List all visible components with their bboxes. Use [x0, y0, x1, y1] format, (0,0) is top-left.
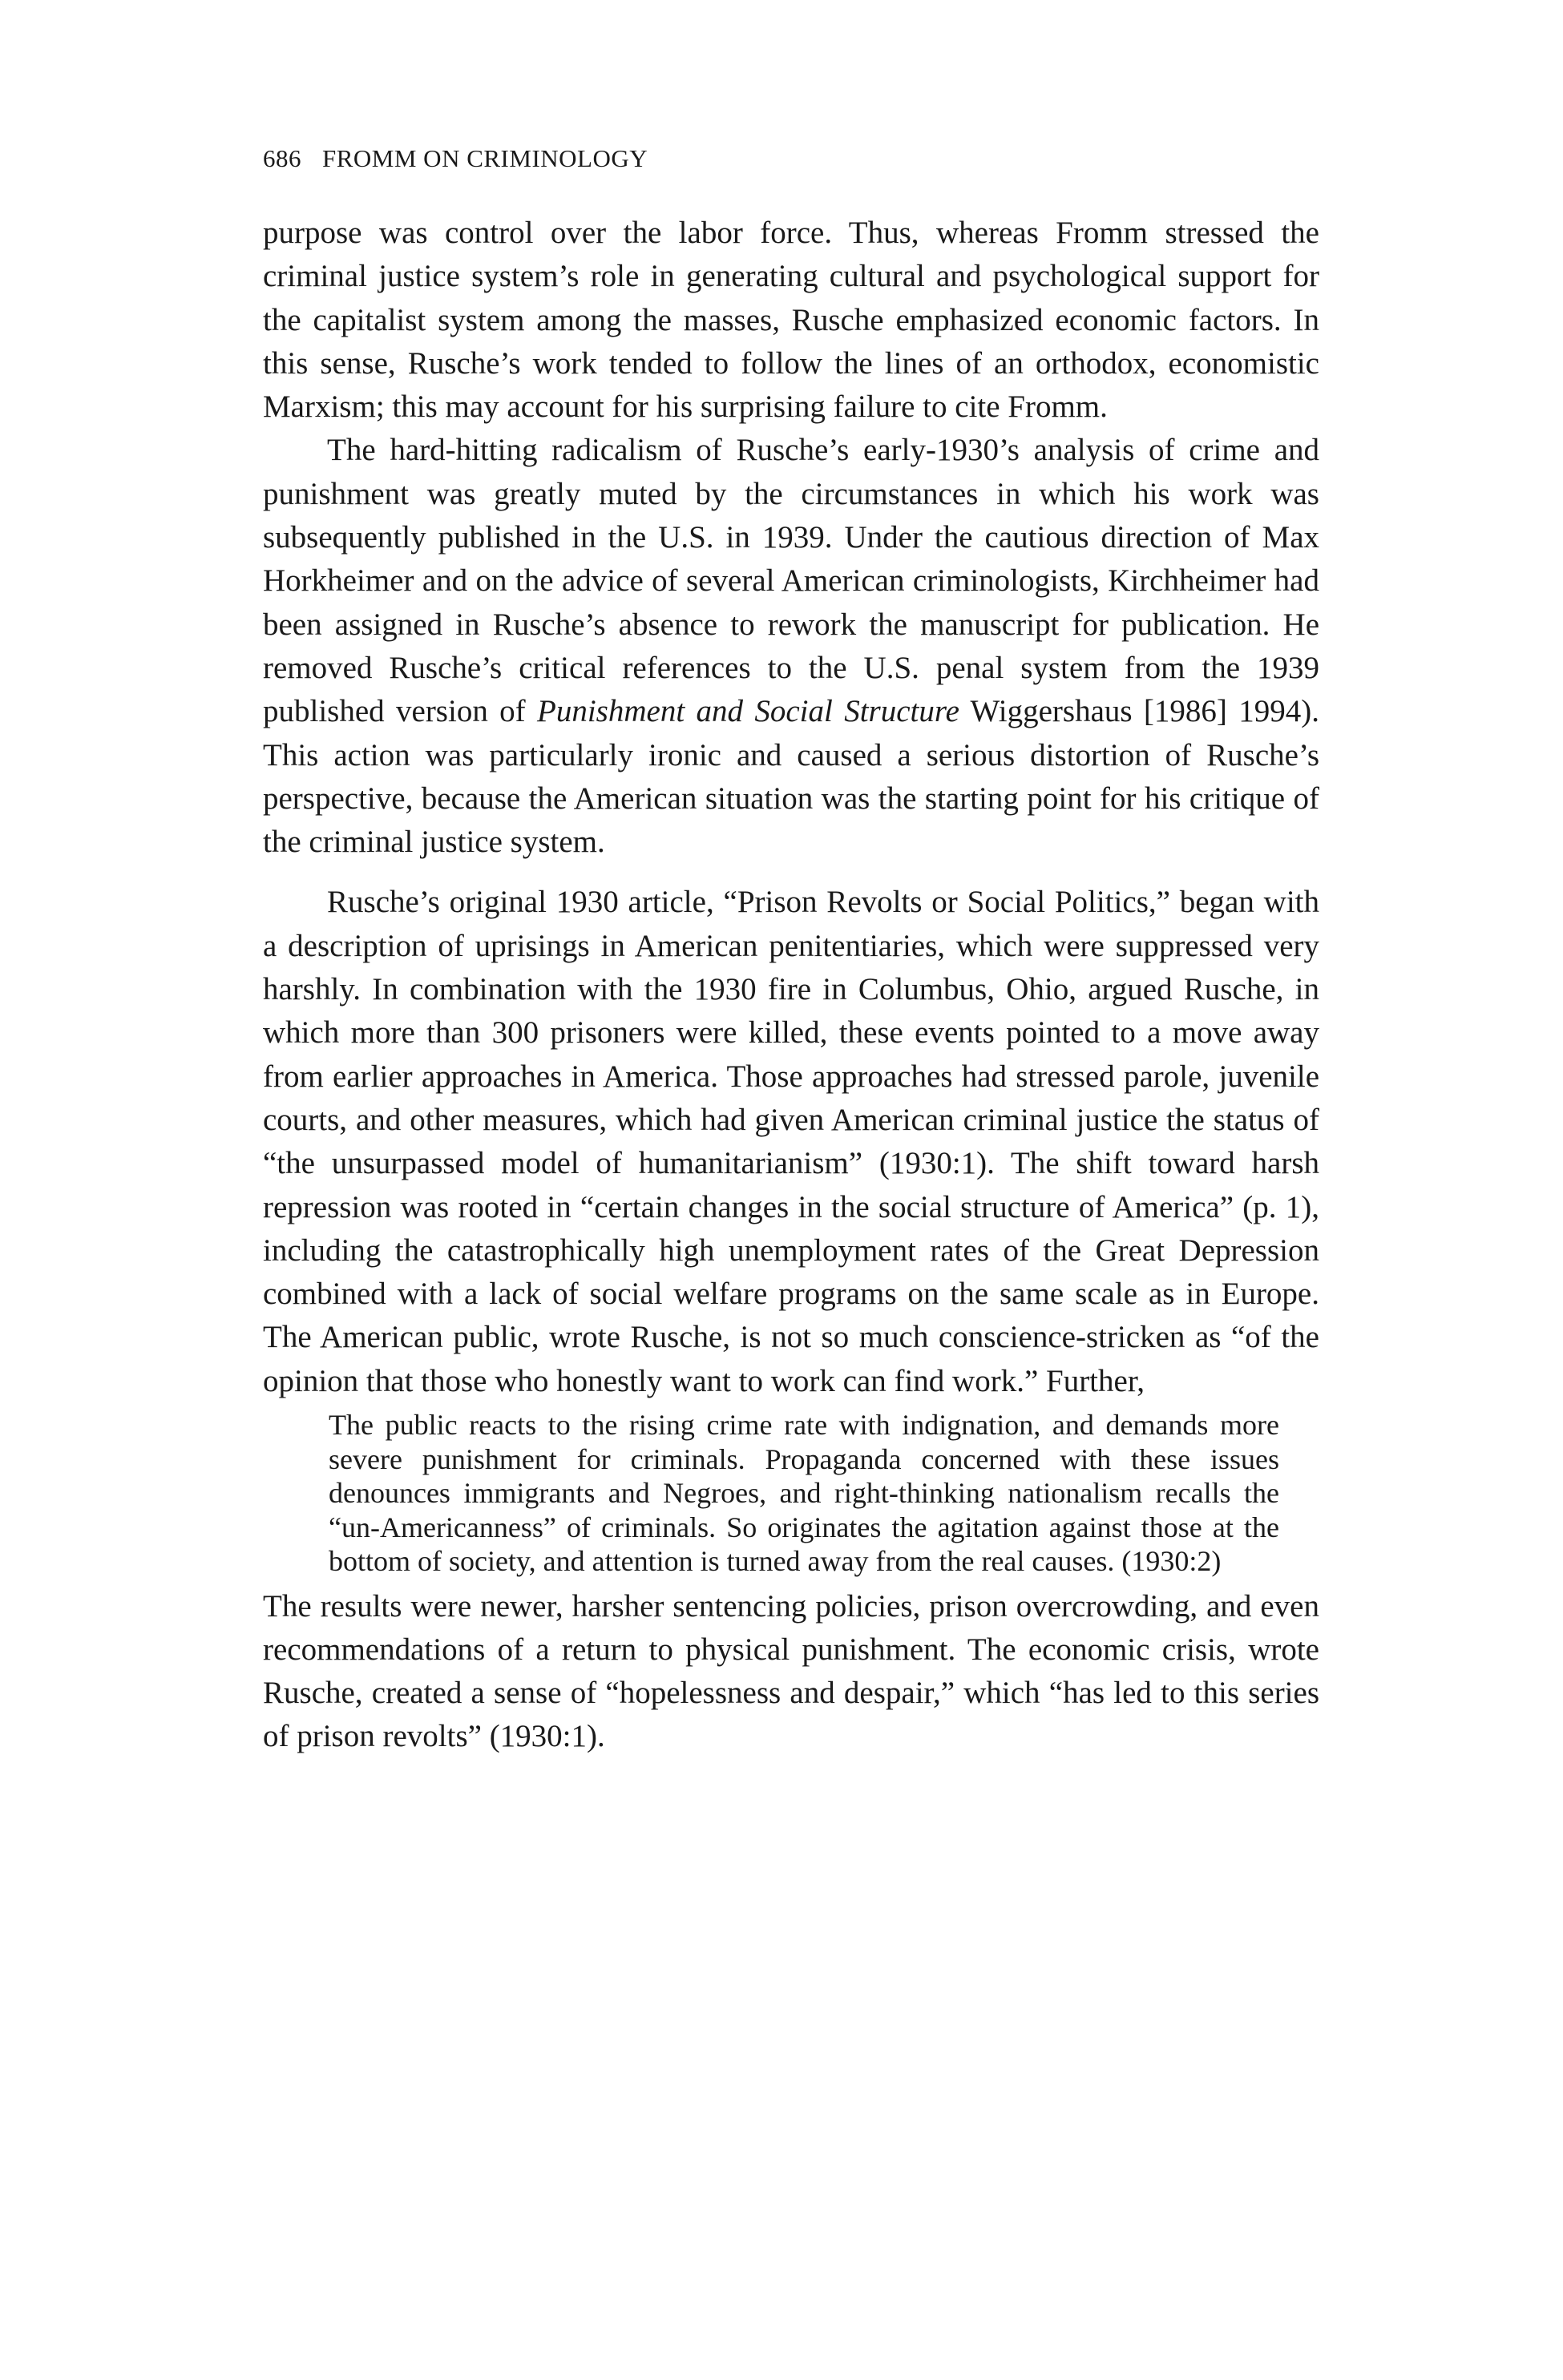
- running-title: FROMM ON CRIMINOLOGY: [322, 144, 648, 172]
- body-text: [263, 212, 1319, 1759]
- paragraph-continuation: purpose was control over the labor force. Thus, whereas Fromm stressed the criminal justice system’s role in generating cultural and psychological support for the capitalist system among the masses, Rusche emphasized economic factors. In this sense, Rusche’s work tended to follow the lines of an orthodox, economistic Marxism; this may account for his surprising failure to cite Fromm.: [263, 216, 1319, 425]
- paragraph-closing: The results were newer, harsher sentencing policies, prison overcrowding, and even recommendations of a return to physical punishment. The economic crisis, wrote Rusche, created a sense of “hopelessness and despair,” which “has led to this series of prison revolts” (1930:1).: [263, 1588, 1319, 1754]
- paragraph-text-after-title: Wiggershaus [1986] 1994). This action was particularly ironic and caused a serious distortion of Rusche’s perspective, because the American situation was the starting point for his critique of the criminal justice system.: [263, 694, 1319, 860]
- paragraph-text-before-title: The hard-hitting radicalism of Rusche’s early-1930’s analysis of crime and punishment was greatly muted by the circumstances in which his work was subsequently published in the U.S. in 1939. Under the cautious direction of Max Horkheimer and on the advice of several American criminologists, Kirchheimer had been assigned in Rusche’s absence to rework the manuscript for publication. He removed Rusche’s critical references to the U.S. penal system from the 1939 published version of: [263, 433, 1319, 729]
- page: [263, 144, 1319, 1759]
- block-quote: The public reacts to the rising crime rate with indignation, and demands more severe punishment for criminals. Propaganda concerned with these issues denounces immigrants and Negroes, and right-thinking nationalism recalls the “un-Americanness” of criminals. So originates the agitation against those at the bottom of society, and attention is turned away from the real causes. (1930:2): [329, 1409, 1279, 1578]
- paragraph-prison-revolts: Rusche’s original 1930 article, “Prison Revolts or Social Politics,” began with a description of uprisings in American penitentiaries, which were suppressed very harshly. In combination with the 1930 fire in Columbus, Ohio, argued Rusche, in which more than 300 prisoners were killed, these events pointed to a move away from earlier approaches in America. Those approaches had stressed parole, juvenile courts, and other measures, which had given American criminal justice the status of “the unsurpassed model of humanitarianism” (1930:1). The shift toward harsh repression was rooted in “certain changes in the social structure of America” (p. 1), including the catastrophically high unemployment rates of the Great Depression combined with a lack of social welfare programs on the same scale as in Europe. The American public, wrote Rusche, is not so much conscience-stricken as “of the opinion that those who honestly want to work can find work.” Further,: [263, 885, 1319, 1398]
- paragraph-publication-history: [263, 429, 1319, 864]
- running-head: [263, 144, 1319, 183]
- book-title: Punishment and Social Structure: [537, 694, 959, 729]
- page-number: 686: [263, 144, 301, 172]
